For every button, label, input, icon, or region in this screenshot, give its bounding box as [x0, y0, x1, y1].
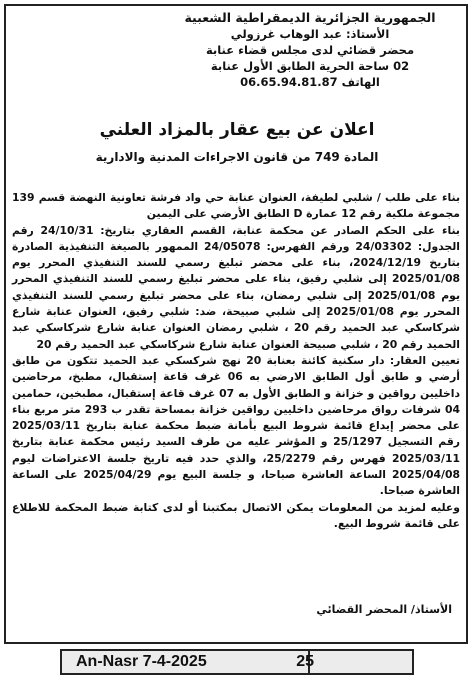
notice-subtitle: المادة 749 من قانون الاجراءات المدنية والادارية [95, 150, 379, 164]
publication-footer [60, 649, 414, 675]
header-phone: الهاتف 06.65.94.81.87 [240, 75, 380, 89]
header-bailiff-title: محضر قضائي لدى مجلس قضاء عنابة [205, 43, 415, 57]
page-number: 25 [296, 653, 314, 670]
paragraph-requester: بناء على طلب / شلبي لطيفة، العنوان عنابة حي واد فرشة تعاونية النهضة قسم 139 مجموعة ملكية رقم 12 عمارة D الطابق الأرضي على اليمين [12, 191, 460, 221]
header-republic: الجمهورية الجزائرية الديمقراطية الشعبية [184, 10, 436, 25]
header-bailiff-name: الأستاذ: عبد الوهاب غرزولي [230, 27, 390, 41]
publication-date: An-Nasr 7-4-2025 [76, 653, 207, 670]
paragraph-contact: وعليه لمزيد من المعلومات يمكن الاتصال بمكتبنا أو لدى كتابة ضبط المحكمة للاطلاع على قائمة شروط البيع. [12, 500, 460, 530]
header-address: 02 ساحة الحرية الطابق الأول عنابة [210, 59, 410, 73]
signature: الأستاذ/ المحضر القضائي [316, 603, 452, 616]
paragraph-judgment: بناء على الحكم الصادر عن محكمة عنابة، القسم العقاري بتاريخ: 24/10/31 رقم الجدول: 24/03302 ورقم الفهرس: 24/05078 الممهور بالصيغة التنفيذية الصادرة بتاريخ 2024/12/19، بناء على محضر تبليغ رسمي للسند التنفيذي المحرر يوم 2025/01/08 إلى شلبي رفيق، بناء على محضر تبليغ رسمي للسند التنفيذي المحرر يوم 2025/01/08 إلى شلبي رمضان، بناء على محضر تبليغ رسمي للسند التنفيذي المحرر يوم 2025/01/08 إلى شلبي صبيحة، ضد: شلبي رفيق، العنوان عنابة شارع شركاسكي عبد الحميد رقم 20 ، شلبي رمضان العنوان عنابة شارع شركاسكي عبد الحميد رقم 20 ، شلبي صبيحة العنوان عنابة شارع شركاسكي عبد الحميد رقم 20 [12, 223, 461, 351]
notice-title: اعلان عن بيع عقار بالمزاد العلني [99, 120, 375, 140]
paragraph-property: تعيين العقار: دار سكنية كائنة بعنابة 20 نهج شركسكي عبد الحميد تتكون من طابق أرضي و طابق أول الطابق الارضي به 06 غرف قاعة إستقبال، مطبخ، مرحاضين داخليين رواقين و خزانة و الطابق الأول به 07 غرف قاعة إستقبال، مطبخين، حمامين 04 شرفات رواق مرحاضين داخليين رواقين خزانة بمساحة تقدر ب 293 متر مربع بناء على محضر إيداع قائمة شروط البيع بأمانة ضبط محكمة عنابة بتاريخ 2025/03/11 رقم التسجيل 25/1297 و المؤشر عليه من طرف السيد رئيس محكمة عنابة بتاريخ 2025/03/11 فهرس رقم 25/2279، والذي حدد فيه تاريخ جلسة الاعتراضات ليوم 2025/04/08 الساعة العاشرة صباحا، و جلسة البيع يوم 2025/04/29 على الساعة العاشرة صباحا. [12, 353, 461, 498]
notice-body [12, 190, 460, 532]
